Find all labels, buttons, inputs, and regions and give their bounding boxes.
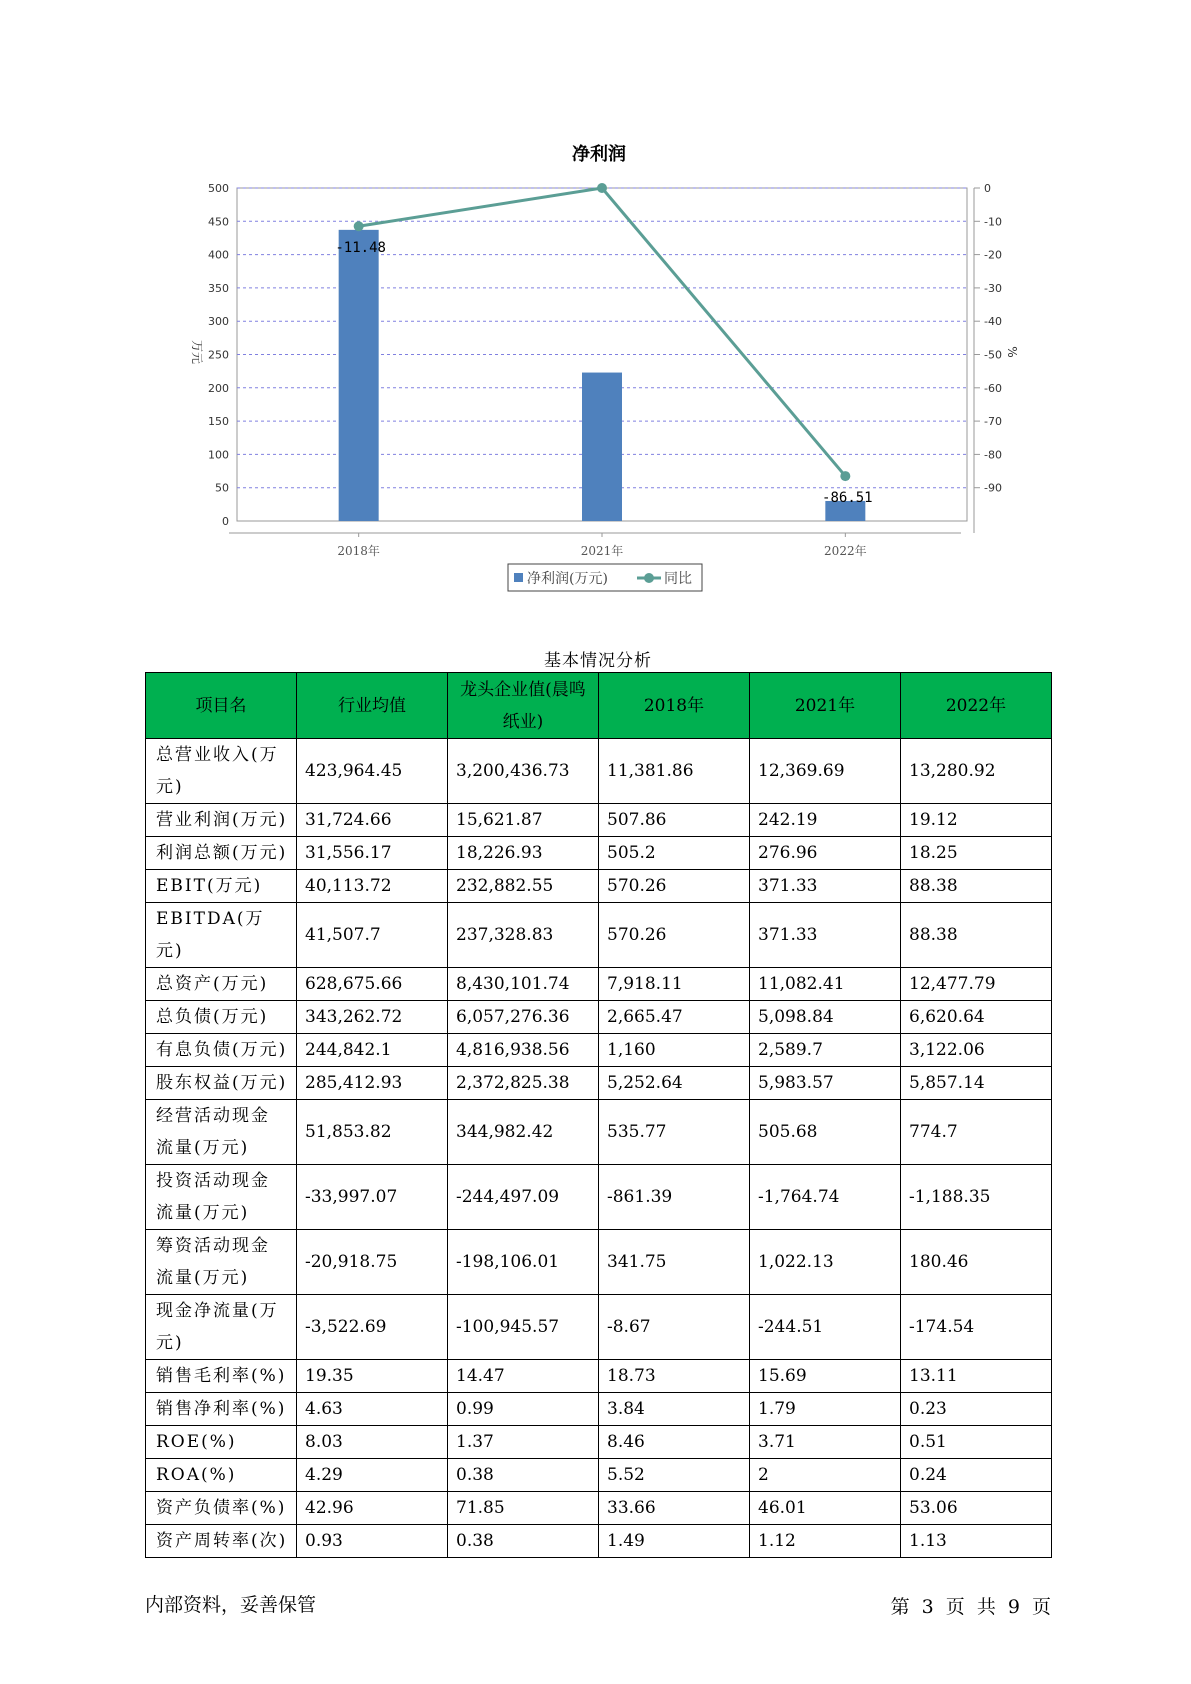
value-cell: 4.63: [297, 1393, 448, 1426]
value-cell: 53.06: [901, 1492, 1052, 1525]
table-row: [146, 739, 1052, 804]
value-cell: 13.11: [901, 1360, 1052, 1393]
table-row: [146, 1393, 1052, 1426]
value-cell: 1.37: [448, 1426, 599, 1459]
data-label: -11.48: [335, 240, 386, 257]
value-cell: 12,477.79: [901, 968, 1052, 1001]
value-cell: 42.96: [297, 1492, 448, 1525]
value-cell: 1.79: [750, 1393, 901, 1426]
line-point: [597, 183, 607, 193]
header-cell: 2022年: [901, 673, 1052, 739]
value-cell: 18,226.93: [448, 837, 599, 870]
table-header-row: [146, 673, 1052, 739]
value-cell: 4.29: [297, 1459, 448, 1492]
value-cell: 535.77: [599, 1100, 750, 1165]
row-label-cell: 股东权益(万元): [146, 1067, 297, 1100]
legend-line-label: 同比: [664, 571, 692, 587]
table-row: [146, 870, 1052, 903]
value-cell: 3,122.06: [901, 1034, 1052, 1067]
x-axis-ticks: [337, 533, 866, 558]
value-cell: 343,262.72: [297, 1001, 448, 1034]
value-cell: 13,280.92: [901, 739, 1052, 804]
value-cell: 1.49: [599, 1525, 750, 1558]
legend-bar-label: 净利润(万元): [527, 571, 608, 587]
row-label-cell: ROE(%): [146, 1426, 297, 1459]
value-cell: 1,022.13: [750, 1230, 901, 1295]
right-tick-label: -10: [984, 215, 1002, 229]
value-cell: 423,964.45: [297, 739, 448, 804]
right-tick-label: -30: [984, 281, 1002, 295]
table-row: [146, 1360, 1052, 1393]
value-cell: 2,665.47: [599, 1001, 750, 1034]
table-row: [146, 1034, 1052, 1067]
value-cell: 570.26: [599, 903, 750, 968]
x-tick-label: 2021年: [580, 544, 624, 558]
x-tick-label: 2022年: [824, 544, 867, 558]
row-label-cell: 经营活动现金流量(万元): [146, 1100, 297, 1165]
row-label-cell: EBIT(万元): [146, 870, 297, 903]
value-cell: 371.33: [750, 870, 901, 903]
value-cell: -8.67: [599, 1295, 750, 1360]
table-row: [146, 1492, 1052, 1525]
right-tick-label: -60: [984, 381, 1002, 395]
row-label-cell: 利润总额(万元): [146, 837, 297, 870]
value-cell: 18.73: [599, 1360, 750, 1393]
footer-confidential-note: 内部资料，妥善保管: [145, 1594, 317, 1616]
left-tick-label: 350: [208, 281, 229, 295]
value-cell: 3.71: [750, 1426, 901, 1459]
legend-line-marker: [644, 573, 654, 583]
value-cell: 6,057,276.36: [448, 1001, 599, 1034]
table-row: [146, 903, 1052, 968]
value-cell: 88.38: [901, 870, 1052, 903]
value-cell: 33.66: [599, 1492, 750, 1525]
value-cell: 371.33: [750, 903, 901, 968]
value-cell: 31,556.17: [297, 837, 448, 870]
row-label-cell: EBITDA(万元): [146, 903, 297, 968]
value-cell: 0.24: [901, 1459, 1052, 1492]
value-cell: 2,372,825.38: [448, 1067, 599, 1100]
value-cell: -1,764.74: [750, 1165, 901, 1230]
value-cell: 6,620.64: [901, 1001, 1052, 1034]
value-cell: 8.46: [599, 1426, 750, 1459]
value-cell: -20,918.75: [297, 1230, 448, 1295]
table-row: [146, 1067, 1052, 1100]
value-cell: 237,328.83: [448, 903, 599, 968]
footer-page-number: 第 3 页 共 9 页: [890, 1596, 1051, 1618]
table-row: [146, 1100, 1052, 1165]
right-axis-ticks: [974, 182, 1002, 495]
value-cell: -100,945.57: [448, 1295, 599, 1360]
value-cell: 12,369.69: [750, 739, 901, 804]
left-tick-label: 0: [222, 515, 229, 528]
row-label-cell: 营业利润(万元): [146, 804, 297, 837]
left-tick-label: 500: [208, 182, 229, 195]
left-tick-label: 400: [208, 248, 229, 262]
value-cell: 14.47: [448, 1360, 599, 1393]
value-cell: 31,724.66: [297, 804, 448, 837]
row-label-cell: 资产负债率(%): [146, 1492, 297, 1525]
value-cell: 344,982.42: [448, 1100, 599, 1165]
value-cell: 276.96: [750, 837, 901, 870]
left-tick-label: 450: [208, 215, 229, 229]
left-tick-label: 50: [215, 481, 229, 495]
value-cell: 2: [750, 1459, 901, 1492]
table-row: [146, 1001, 1052, 1034]
value-cell: 4,816,938.56: [448, 1034, 599, 1067]
value-cell: -198,106.01: [448, 1230, 599, 1295]
value-cell: 628,675.66: [297, 968, 448, 1001]
legend-bar-swatch: [514, 573, 523, 582]
value-cell: 11,381.86: [599, 739, 750, 804]
header-cell: 项目名: [146, 673, 297, 739]
value-cell: -244.51: [750, 1295, 901, 1360]
value-cell: 0.51: [901, 1426, 1052, 1459]
header-cell: 2018年: [599, 673, 750, 739]
row-label-cell: 资产周转率(次): [146, 1525, 297, 1558]
value-cell: 3,200,436.73: [448, 739, 599, 804]
right-axis-label: %: [1005, 346, 1019, 358]
value-cell: -861.39: [599, 1165, 750, 1230]
value-cell: 19.35: [297, 1360, 448, 1393]
value-cell: 5,857.14: [901, 1067, 1052, 1100]
value-cell: 18.25: [901, 837, 1052, 870]
value-cell: -33,997.07: [297, 1165, 448, 1230]
value-cell: 244,842.1: [297, 1034, 448, 1067]
value-cell: 51,853.82: [297, 1100, 448, 1165]
value-cell: -1,188.35: [901, 1165, 1052, 1230]
table-row: [146, 1230, 1052, 1295]
header-cell: 行业均值: [297, 673, 448, 739]
value-cell: -174.54: [901, 1295, 1052, 1360]
value-cell: 180.46: [901, 1230, 1052, 1295]
data-label: -86.51: [822, 490, 873, 507]
right-tick-label: -20: [984, 248, 1002, 262]
table-row: [146, 1426, 1052, 1459]
table-row: [146, 1295, 1052, 1360]
value-cell: 5,983.57: [750, 1067, 901, 1100]
left-axis-ticks: [208, 182, 229, 528]
header-cell: 龙头企业值(晨鸣纸业): [448, 673, 599, 739]
value-cell: 2,589.7: [750, 1034, 901, 1067]
left-tick-label: 100: [208, 448, 229, 462]
value-cell: 19.12: [901, 804, 1052, 837]
line-point: [840, 471, 850, 481]
left-tick-label: 250: [208, 348, 229, 362]
value-cell: 0.38: [448, 1459, 599, 1492]
chart-legend: [508, 564, 702, 591]
value-cell: 8.03: [297, 1426, 448, 1459]
value-cell: 46.01: [750, 1492, 901, 1525]
value-cell: 15,621.87: [448, 804, 599, 837]
value-cell: 505.68: [750, 1100, 901, 1165]
right-tick-label: -50: [984, 348, 1002, 362]
table-caption: 基本情况分析: [544, 651, 652, 671]
value-cell: 5,252.64: [599, 1067, 750, 1100]
value-cell: 570.26: [599, 870, 750, 903]
value-cell: 285,412.93: [297, 1067, 448, 1100]
right-tick-label: -40: [984, 315, 1002, 329]
row-label-cell: 有息负债(万元): [146, 1034, 297, 1067]
header-cell: 2021年: [750, 673, 901, 739]
value-cell: -244,497.09: [448, 1165, 599, 1230]
value-cell: 11,082.41: [750, 968, 901, 1001]
table-row: [146, 1459, 1052, 1492]
right-tick-label: 0: [984, 182, 991, 195]
table-row: [146, 837, 1052, 870]
bar: [339, 230, 379, 521]
value-cell: 505.2: [599, 837, 750, 870]
value-cell: -3,522.69: [297, 1295, 448, 1360]
table-row: [146, 1165, 1052, 1230]
value-cell: 3.84: [599, 1393, 750, 1426]
value-cell: 7,918.11: [599, 968, 750, 1001]
row-label-cell: 总资产(万元): [146, 968, 297, 1001]
line-point: [354, 221, 364, 231]
value-cell: 41,507.7: [297, 903, 448, 968]
value-cell: 1,160: [599, 1034, 750, 1067]
value-cell: 40,113.72: [297, 870, 448, 903]
row-label-cell: ROA(%): [146, 1459, 297, 1492]
left-tick-label: 200: [208, 381, 229, 395]
left-tick-label: 150: [208, 415, 229, 429]
value-cell: 341.75: [599, 1230, 750, 1295]
right-tick-label: -80: [984, 448, 1002, 462]
right-tick-label: -90: [984, 481, 1002, 495]
row-label-cell: 总营业收入(万元): [146, 739, 297, 804]
table-row: [146, 968, 1052, 1001]
row-label-cell: 筹资活动现金流量(万元): [146, 1230, 297, 1295]
table-row: [146, 804, 1052, 837]
value-cell: 0.93: [297, 1525, 448, 1558]
value-cell: 0.99: [448, 1393, 599, 1426]
left-tick-label: 300: [208, 315, 229, 329]
value-cell: 15.69: [750, 1360, 901, 1393]
value-cell: 1.13: [901, 1525, 1052, 1558]
value-cell: 71.85: [448, 1492, 599, 1525]
row-label-cell: 销售毛利率(%): [146, 1360, 297, 1393]
value-cell: 507.86: [599, 804, 750, 837]
value-cell: 1.12: [750, 1525, 901, 1558]
row-label-cell: 销售净利率(%): [146, 1393, 297, 1426]
value-cell: 0.23: [901, 1393, 1052, 1426]
value-cell: 5.52: [599, 1459, 750, 1492]
value-cell: 774.7: [901, 1100, 1052, 1165]
left-axis-label: 万元: [190, 339, 204, 365]
row-label-cell: 现金净流量(万元): [146, 1295, 297, 1360]
bar: [582, 373, 622, 521]
basic-analysis-table: [145, 672, 1052, 1558]
value-cell: 5,098.84: [750, 1001, 901, 1034]
value-cell: 0.38: [448, 1525, 599, 1558]
value-cell: 8,430,101.74: [448, 968, 599, 1001]
net-profit-chart: [0, 0, 1191, 600]
row-label-cell: 总负债(万元): [146, 1001, 297, 1034]
row-label-cell: 投资活动现金流量(万元): [146, 1165, 297, 1230]
chart-title: 净利润: [572, 144, 626, 165]
x-tick-label: 2018年: [337, 544, 380, 558]
value-cell: 88.38: [901, 903, 1052, 968]
value-cell: 242.19: [750, 804, 901, 837]
right-tick-label: -70: [984, 415, 1002, 429]
table-row: [146, 1525, 1052, 1558]
value-cell: 232,882.55: [448, 870, 599, 903]
